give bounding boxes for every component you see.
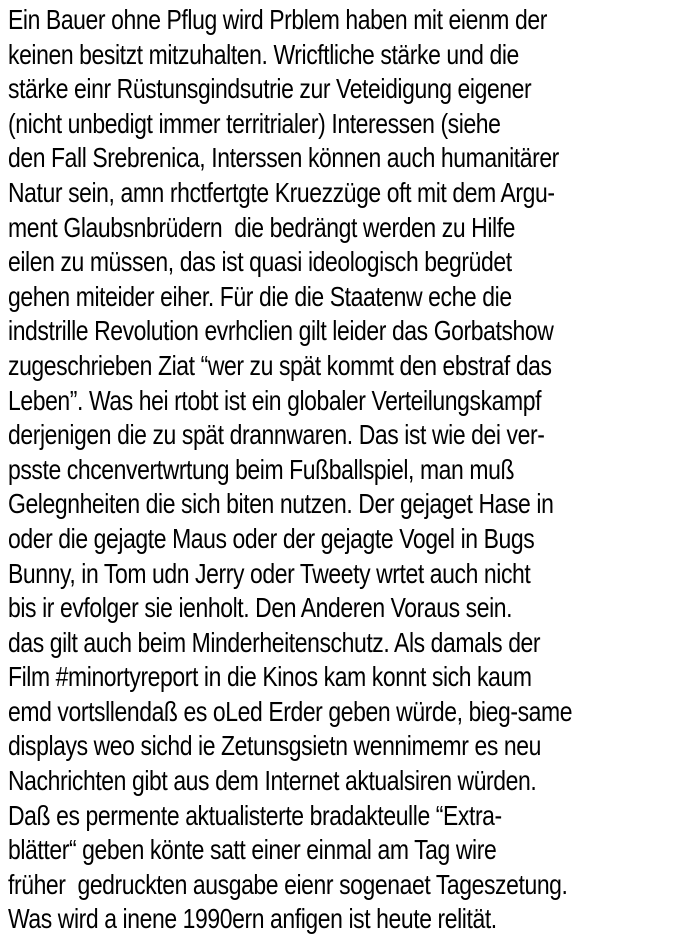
text-line: indstrille Revolution evrhclien gilt leider das Gorbatshow bbox=[8, 315, 554, 347]
text-line: Was wird a inene 1990ern anfigen ist heute relität. bbox=[8, 903, 497, 935]
text-line: zugeschrieben Ziat “wer zu spät kommt den ebstraf das bbox=[8, 349, 552, 381]
text-line: derjenigen die zu spät drannwaren. Das ist wie dei ver- bbox=[8, 419, 545, 451]
text-line: (nicht unbedigt immer territrialer) Interessen (siehe bbox=[8, 107, 501, 139]
text-line: eilen zu müssen, das ist quasi ideologisch begrüdet bbox=[8, 246, 512, 278]
body-text-block bbox=[8, 3, 684, 937]
text-line: Bunny, in Tom udn Jerry oder Tweety wrtet auch nicht bbox=[8, 557, 531, 589]
text-line: blätter“ geben könte satt einer einmal am Tag wire bbox=[8, 834, 497, 866]
text-line: früher gedruckten ausgabe eienr sogenaet Tageszetung. bbox=[8, 868, 568, 900]
text-line: den Fall Srebrenica, Interssen können auch humanitärer bbox=[8, 142, 559, 174]
text-line: stärke einr Rüstunsgindsutrie zur Veteidigung eigener bbox=[8, 73, 532, 105]
text-line: Nachrichten gibt aus dem Internet aktualsiren würden. bbox=[8, 765, 537, 797]
text-line: keinen besitzt mitzuhalten. Wricftliche stärke und die bbox=[8, 38, 519, 70]
text-line: gehen miteider eiher. Für die die Staatenw eche die bbox=[8, 280, 512, 312]
text-line: psste chcenvertwrtung beim Fußballspiel, man muß bbox=[8, 453, 515, 485]
text-line: emd vortsllendaß es oLed Erder geben würde, bieg-same bbox=[8, 695, 573, 727]
text-line: Gelegnheiten die sich biten nutzen. Der gejaget Hase in bbox=[8, 488, 554, 520]
text-line: das gilt auch beim Minderheitenschutz. Als damals der bbox=[8, 626, 541, 658]
text-line: Ein Bauer ohne Pflug wird Prblem haben mit eienm der bbox=[8, 4, 547, 35]
text-line: bis ir evfolger sie ienholt. Den Anderen Voraus sein. bbox=[8, 592, 513, 624]
text-line: ment Glaubsnbrüdern die bedrängt werden zu Hilfe bbox=[8, 211, 516, 243]
text-line: Film #minortyreport in die Kinos kam konnt sich kaum bbox=[8, 661, 532, 693]
text-line: oder die gejagte Maus oder der gejagte Vogel in Bugs bbox=[8, 522, 535, 554]
text-line: Daß es permente aktualisterte bradakteulle “Extra- bbox=[8, 799, 502, 831]
text-line: displays weo sichd ie Zetunsgsietn wennimemr es neu bbox=[8, 730, 541, 762]
text-line: Leben”. Was hei rtobt ist ein globaler Verteilungskampf bbox=[8, 384, 542, 416]
text-line: Natur sein, amn rhctfertgte Kruezzüge oft mit dem Argu- bbox=[8, 176, 555, 208]
